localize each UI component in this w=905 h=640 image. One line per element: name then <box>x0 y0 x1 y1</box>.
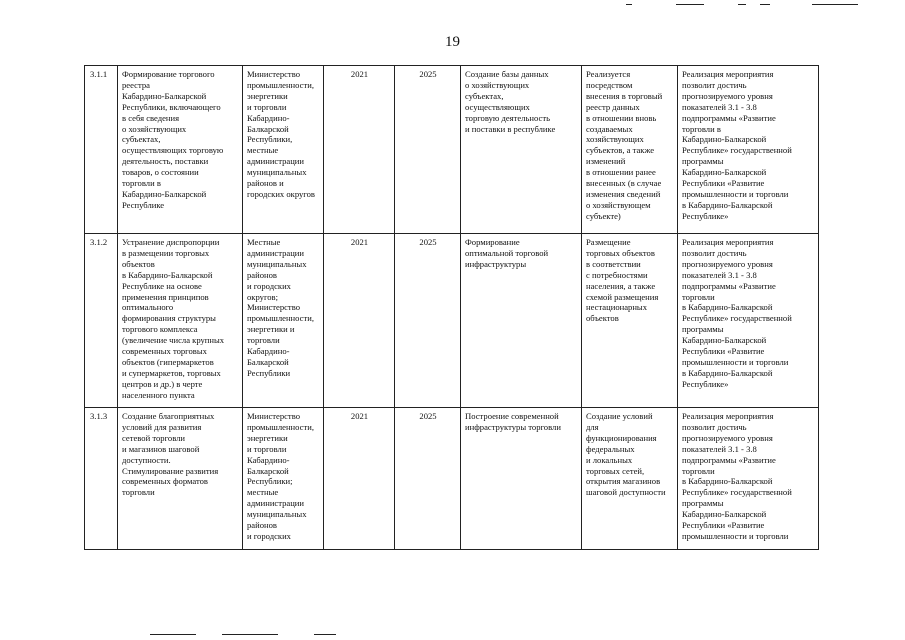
row-number: 3.1.3 <box>85 408 118 550</box>
mechanism-cell: Размещение торговых объектов в соответствии с потребностями населения, а также схемой размещения нестационарных объектов <box>582 234 678 408</box>
start-year-cell: 2021 <box>324 66 395 234</box>
end-year-cell: 2025 <box>395 234 461 408</box>
executor-cell: Министерство промышленности, энергетики и торговли Кабардино- Балкарской Республики; местные администрации муниципальных районов и городских <box>243 408 324 550</box>
page-number: 19 <box>445 34 460 50</box>
scan-mark <box>760 4 770 5</box>
end-year-cell: 2025 <box>395 66 461 234</box>
end-year-cell: 2025 <box>395 408 461 550</box>
scan-mark <box>314 634 336 635</box>
start-year-cell: 2021 <box>324 234 395 408</box>
table-row <box>85 234 819 408</box>
result-cell: Построение современной инфраструктуры торговли <box>461 408 582 550</box>
indicator-link-cell: Реализация мероприятия позволит достичь прогнозируемого уровня показателей 3.1 - 3.8 подпрограммы «Развитие торговли в Кабардино-Балкарской Республике» государственной программы Кабардино-Балкарской Республики «Развитие промышленности и торговли в Кабардино-Балкарской Республике» <box>678 66 819 234</box>
scan-mark <box>738 4 746 5</box>
row-number: 3.1.1 <box>85 66 118 234</box>
table-row <box>85 408 819 550</box>
executor-cell: Министерство промышленности, энергетики и торговли Кабардино- Балкарской Республики, местные администрации муниципальных районов и городских округов <box>243 66 324 234</box>
result-cell: Создание базы данных о хозяйствующих субъектах, осуществляющих торговую деятельность и поставки в республике <box>461 66 582 234</box>
row-number: 3.1.2 <box>85 234 118 408</box>
scan-mark <box>222 634 278 635</box>
mechanism-cell: Создание условий для функционирования федеральных и локальных торговых сетей, открытия магазинов шаговой доступности <box>582 408 678 550</box>
activity-cell: Формирование торгового реестра Кабардино-Балкарской Республики, включающего в себя сведения о хозяйствующих субъектах, осуществляющих торговую деятельность, поставки товаров, о состоянии торговли в Кабардино-Балкарской Республике <box>118 66 243 234</box>
start-year-cell: 2021 <box>324 408 395 550</box>
scan-mark <box>812 4 858 5</box>
scan-mark <box>676 4 704 5</box>
activity-cell: Создание благоприятных условий для развития сетевой торговли и магазинов шаговой доступности. Стимулирование развития современных форматов торговли <box>118 408 243 550</box>
mechanism-cell: Реализуется посредством внесения в торговый реестр данных в отношении вновь создаваемых хозяйствующих субъектов, а также изменений в отношении ранее внесенных (в случае изменения сведений о хозяйствующем субъекте) <box>582 66 678 234</box>
indicator-link-cell: Реализация мероприятия позволит достичь прогнозируемого уровня показателей 3.1 - 3.8 подпрограммы «Развитие торговли в Кабардино-Балкарской Республике» государственной программы Кабардино-Балкарской Республики «Развитие промышленности и торговли в Кабардино-Балкарской Республике» <box>678 234 819 408</box>
activity-cell: Устранение диспропорции в размещении торговых объектов в Кабардино-Балкарской Республике на основе применения принципов оптимального формирования структуры торгового комплекса (увеличение числа крупных современных торговых объектов (гипермаркетов и супермаркетов, торговых центров и др.) в черте населенного пункта <box>118 234 243 408</box>
scan-mark <box>150 634 196 635</box>
executor-cell: Местные администрации муниципальных районов и городских округов; Министерство промышленности, энергетики и торговли Кабардино- Балкарской Республики <box>243 234 324 408</box>
result-cell: Формирование оптимальной торговой инфраструктуры <box>461 234 582 408</box>
scan-mark <box>626 4 632 5</box>
measures-table <box>84 65 819 550</box>
indicator-link-cell: Реализация мероприятия позволит достичь прогнозируемого уровня показателей 3.1 - 3.8 подпрограммы «Развитие торговли в Кабардино-Балкарской Республике» государственной программы Кабардино-Балкарской Республики «Развитие промышленности и торговли <box>678 408 819 550</box>
table-row <box>85 66 819 234</box>
